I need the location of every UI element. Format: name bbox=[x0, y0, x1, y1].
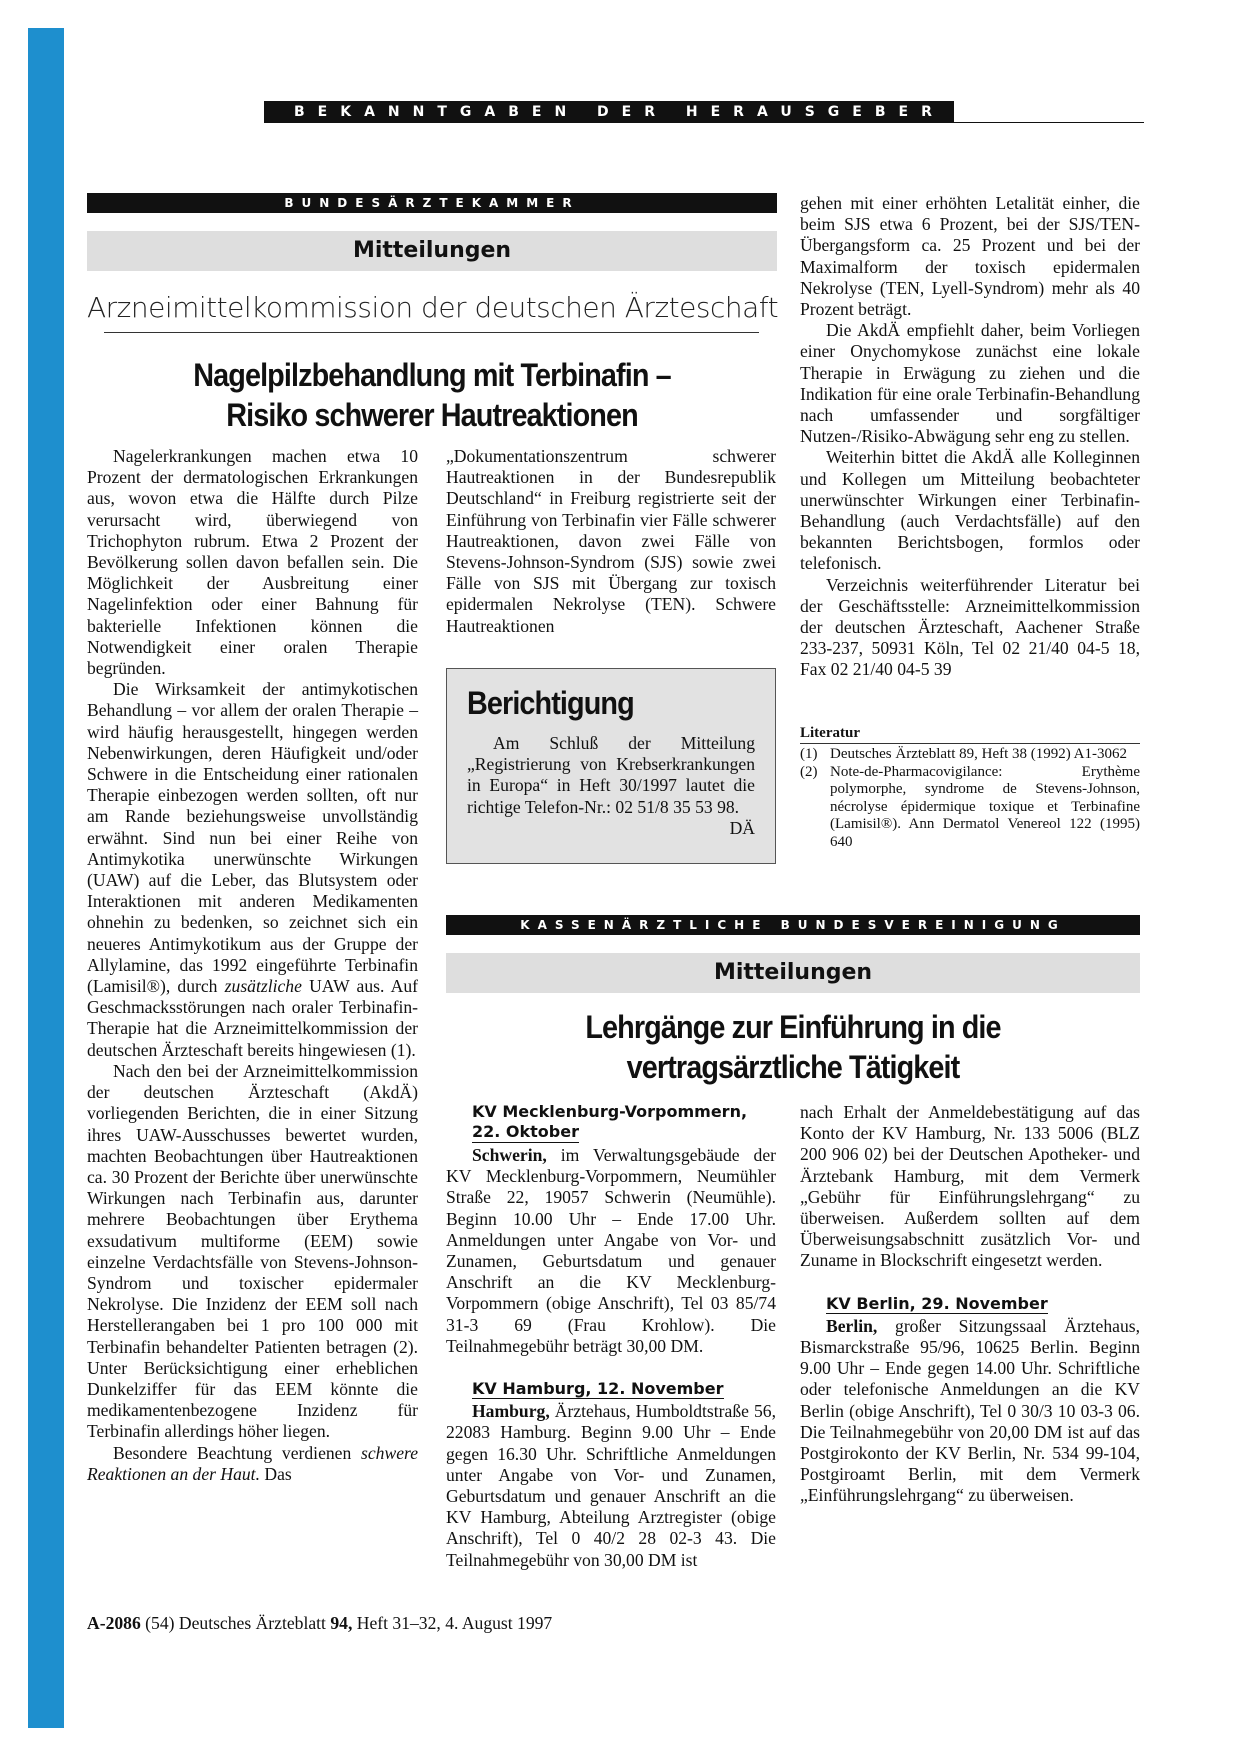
course-heading-mv: KV Mecklenburg-Vorpommern, 22. Oktober bbox=[472, 1102, 748, 1141]
section-band-baek: BUNDESÄRZTEKAMMER bbox=[87, 193, 777, 213]
courses-column-2 bbox=[800, 1102, 1140, 1507]
mitteilungen-heading: Mitteilungen bbox=[87, 231, 777, 271]
literatur-item: (1) Deutsches Ärzteblatt 89, Heft 38 (1992) A1-3062 bbox=[800, 746, 1128, 762]
berichtigung-box bbox=[446, 668, 776, 864]
paragraph: Die AkdÄ empfiehlt daher, beim Vorliegen einer Onychomykose zunächst eine lokale Therapie in Erwägung zu ziehen und die Indikation für eine orale Terbinafin-Behandlung nach umfassender und sorgfältiger Nutzen-/Risiko-Abwägung sehr eng zu stellen. bbox=[800, 320, 1140, 447]
mitteilungen-heading-2: Mitteilungen bbox=[446, 953, 1140, 993]
paragraph: Verzeichnis weiterführender Literatur bei der Geschäftsstelle: Arzneimittelkommission der deutschen Ärzteschaft, Aachener Straße 233-237, 50931 Köln, Tel 02 21/40 04-5 18, Fax 02 21/40 04-5 39 bbox=[800, 574, 1140, 680]
paragraph: „Dokumentationszentrum schwerer Hautreaktionen in der Bundesrepublik Deutschland“ in Freiburg registrierte seit der Einführung von Terbinafin vier Fälle schwerer Hautreaktionen, davon zwei Fälle von Stevens-Johnson-Syndrom (SJS) sowie zwei Fälle von SJS mit Übergang zur toxisch epidermalen Nekrolyse (TEN). Schwere Hautreaktionen bbox=[446, 446, 776, 636]
article-title-line2: Risiko schwerer Hautreaktionen bbox=[226, 397, 638, 433]
subtitle: Arzneimittelkommission der deutschen Ärzteschaft bbox=[87, 291, 779, 324]
article2-title-line2: vertragsärztliche Tätigkeit bbox=[626, 1049, 960, 1085]
article-column-3 bbox=[800, 193, 1140, 681]
literatur-rule bbox=[800, 743, 1140, 744]
course-text-hh-cont: nach Erhalt der Anmeldebestätigung auf das Konto der KV Hamburg, Nr. 133 5006 (BLZ 200 906 02) bei der Deutschen Apotheker- und Ärztebank Hamburg, mit dem Vermerk „Gebühr für Einführungslehrgang“ zu überweisen. Außerdem sollten auf dem Überweisungsabschnitt zusätzlich Vor- und Zuname in Blockschrift eingesetzt werden. bbox=[800, 1102, 1140, 1271]
paragraph: Die Wirksamkeit der antimykotischen Behandlung – vor allem der oralen Therapie – wird häufig herausgestellt, hingegen werden Nebenwirkungen, deren Häufigkeit und/oder Schwere in die Entscheidung einer rationalen Therapie einbezogen werden sollten, oft nur am Rande beziehungsweise unvollständig erwähnt. Sind nun bei einer Reihe von Antimykotika unerwünschte Wirkungen (UAW) auf die Leber, das Blutsystem oder Interaktionen mit anderen Medikamenten ohnehin zu bedenken, so zeichnet sich ein neueres Antimykotikum aus der Gruppe der Allylamine, das 1992 eingeführte Terbinafin (Lamisil®), durch zusätzliche UAW aus. Auf Geschmacksstörungen nach oraler Terbinafin-Therapie hat die Arzneimittelkommission der deutschen Ärzteschaft bereits hingewiesen (1). bbox=[87, 679, 418, 1060]
header-band: BEKANNTGABEN DER HERAUSGEBER bbox=[264, 101, 954, 123]
literatur-list bbox=[800, 746, 1140, 851]
course-text-berlin: Berlin, großer Sitzungssaal Ärztehaus, Bismarckstraße 95/96, 10625 Berlin. Beginn 9.00 Uhr – Ende gegen 14.00 Uhr. Schriftliche oder telefonische Anmeldungen an die KV Berlin (obige Anschrift), Tel 0 30/3 10 03-3 06. Die Teilnahmegebühr von 20,00 DM ist auf das Postgirokonto der KV Berlin, Nr. 534 99-104, Postgiroamt Berlin, mit dem Vermerk „Einführungslehrgang“ zu überweisen. bbox=[800, 1315, 1140, 1506]
page-footer: A-2086 (54) Deutsches Ärzteblatt 94, Heft 31–32, 4. August 1997 bbox=[87, 1613, 553, 1633]
article-title bbox=[122, 355, 743, 435]
paragraph: Besondere Beachtung verdienen schwere Reaktionen an der Haut. Das bbox=[87, 1442, 418, 1484]
literatur-item: (2) Note-de-Pharmacovigilance: Erythème polymorphe, syndrome de Stevens-Johnson, nécrolyse épidermique toxique et Terbinafine (Lamisil®). Ann Dermatol Venereol 122 (1995) 640 bbox=[800, 763, 1140, 850]
page-edge-color-bar bbox=[28, 28, 64, 1728]
paragraph: Nagelerkrankungen machen etwa 10 Prozent der dermatologischen Erkrankungen aus, wovon etwa die Hälfte durch Pilze verursacht wird, überwiegend von Trichophyton rubrum. Etwa 2 Prozent der Bevölkerung sollen davon befallen sein. Die Möglichkeit der Ausbreitung einer Nagelinfektion oder einer Bahnung für bakterielle Infektionen können die Notwendigkeit einer oralen Therapie begründen. bbox=[87, 446, 418, 679]
course-heading-berlin: KV Berlin, 29. November bbox=[826, 1293, 1048, 1313]
berichtigung-title: Berichtigung bbox=[467, 685, 634, 721]
paragraph: gehen mit einer erhöhten Letalität einher, die beim SJS etwa 6 Prozent, bei der SJS/TEN-Übergangsform ca. 25 Prozent und bei der Maximalform der toxisch epidermalen Nekrolyse (TEN, Lyell-Syndrom) mehr als 40 Prozent beträgt. bbox=[800, 193, 1140, 320]
course-heading-hh: KV Hamburg, 12. November bbox=[472, 1379, 724, 1399]
header-rule bbox=[264, 122, 1144, 123]
literatur-heading: Literatur bbox=[800, 725, 860, 741]
subtitle-rule bbox=[104, 332, 759, 333]
course-text-mv: Schwerin, im Verwaltungsgebäude der KV Mecklenburg-Vorpommern, Neumühler Straße 22, 19057 Schwerin (Neumühle). Beginn 10.00 Uhr – Ende 17.00 Uhr. Anmeldungen unter Angabe von Vor- und Zunamen, Geburtsdatum und genauer Anschrift an die KV Mecklenburg-Vorpommern (obige Anschrift), Tel 03 85/74 31-3 69 (Frau Krohlow). Die Teilnahmegebühr beträgt 30,00 DM. bbox=[446, 1145, 776, 1356]
article-title-line1: Nagelpilzbehandlung mit Terbinafin – bbox=[193, 357, 671, 393]
article-column-1 bbox=[87, 446, 418, 1485]
article2-title bbox=[481, 1007, 1106, 1087]
courses-column-1 bbox=[446, 1102, 776, 1571]
course-text-hh: Hamburg, Ärztehaus, Humboldtstraße 56, 22083 Hamburg. Beginn 9.00 Uhr – Ende gegen 16.30 Uhr. Schriftliche Anmeldungen unter Angabe von Vor- und Zunamen, Geburtsdatum und genauer Anschrift an die KV Hamburg, Abteilung Arztregister (obige Anschrift), Tel 0 40/2 28 02-3 43. Die Teilnahmegebühr von 30,00 DM ist bbox=[446, 1401, 777, 1570]
page-number: A-2086 bbox=[87, 1613, 141, 1633]
article-column-2 bbox=[446, 446, 776, 637]
paragraph: Weiterhin bittet die AkdÄ alle Kolleginnen und Kollegen um Mitteilung beobachteter unerwünschter Wirkungen einer Terbinafin-Behandlung (auch Verdachtsfälle) auf den bekannten Berichtsbogen, formlos oder telefonisch. bbox=[800, 447, 1140, 574]
paragraph: Nach den bei der Arzneimittelkommission der deutschen Ärzteschaft (AkdÄ) vorliegenden Berichten, die in einer Sitzung ihres UAW-Ausschusses bewertet wurden, machten Beobachtungen über Hautreaktionen ca. 30 Prozent der Berichte über unerwünschte Wirkungen nach Terbinafin aus, darunter mehrere Beobachtungen über Erythema exsudativum multiforme (EEM) sowie einzelne Verdachtsfälle von Stevens-Johnson-Syndrom und toxischer epidermaler Nekrolyse. Die Inzidenz der EEM soll nach Herstellerangaben bei 1 pro 100 000 mit Terbinafin behandelter Patienten betragen (2). Unter Berücksichtigung einer erheblichen Dunkelziffer für das EEM könnte die medikamentenbezogene Inzidenz für Terbinafin allerdings höher liegen. bbox=[87, 1060, 418, 1442]
berichtigung-signature: DÄ bbox=[729, 817, 755, 838]
berichtigung-text: Am Schluß der Mitteilung „Registrierung von Krebserkrankungen in Europa“ in Heft 30/1997 lautet die richtige Telefon-Nr.: 02 51/8 35 53 98. DÄ bbox=[467, 733, 755, 838]
section-band-kbv: KASSENÄRZTLICHE BUNDESVEREINIGUNG bbox=[446, 915, 1140, 935]
article2-title-line1: Lehrgänge zur Einführung in die bbox=[585, 1009, 1001, 1045]
